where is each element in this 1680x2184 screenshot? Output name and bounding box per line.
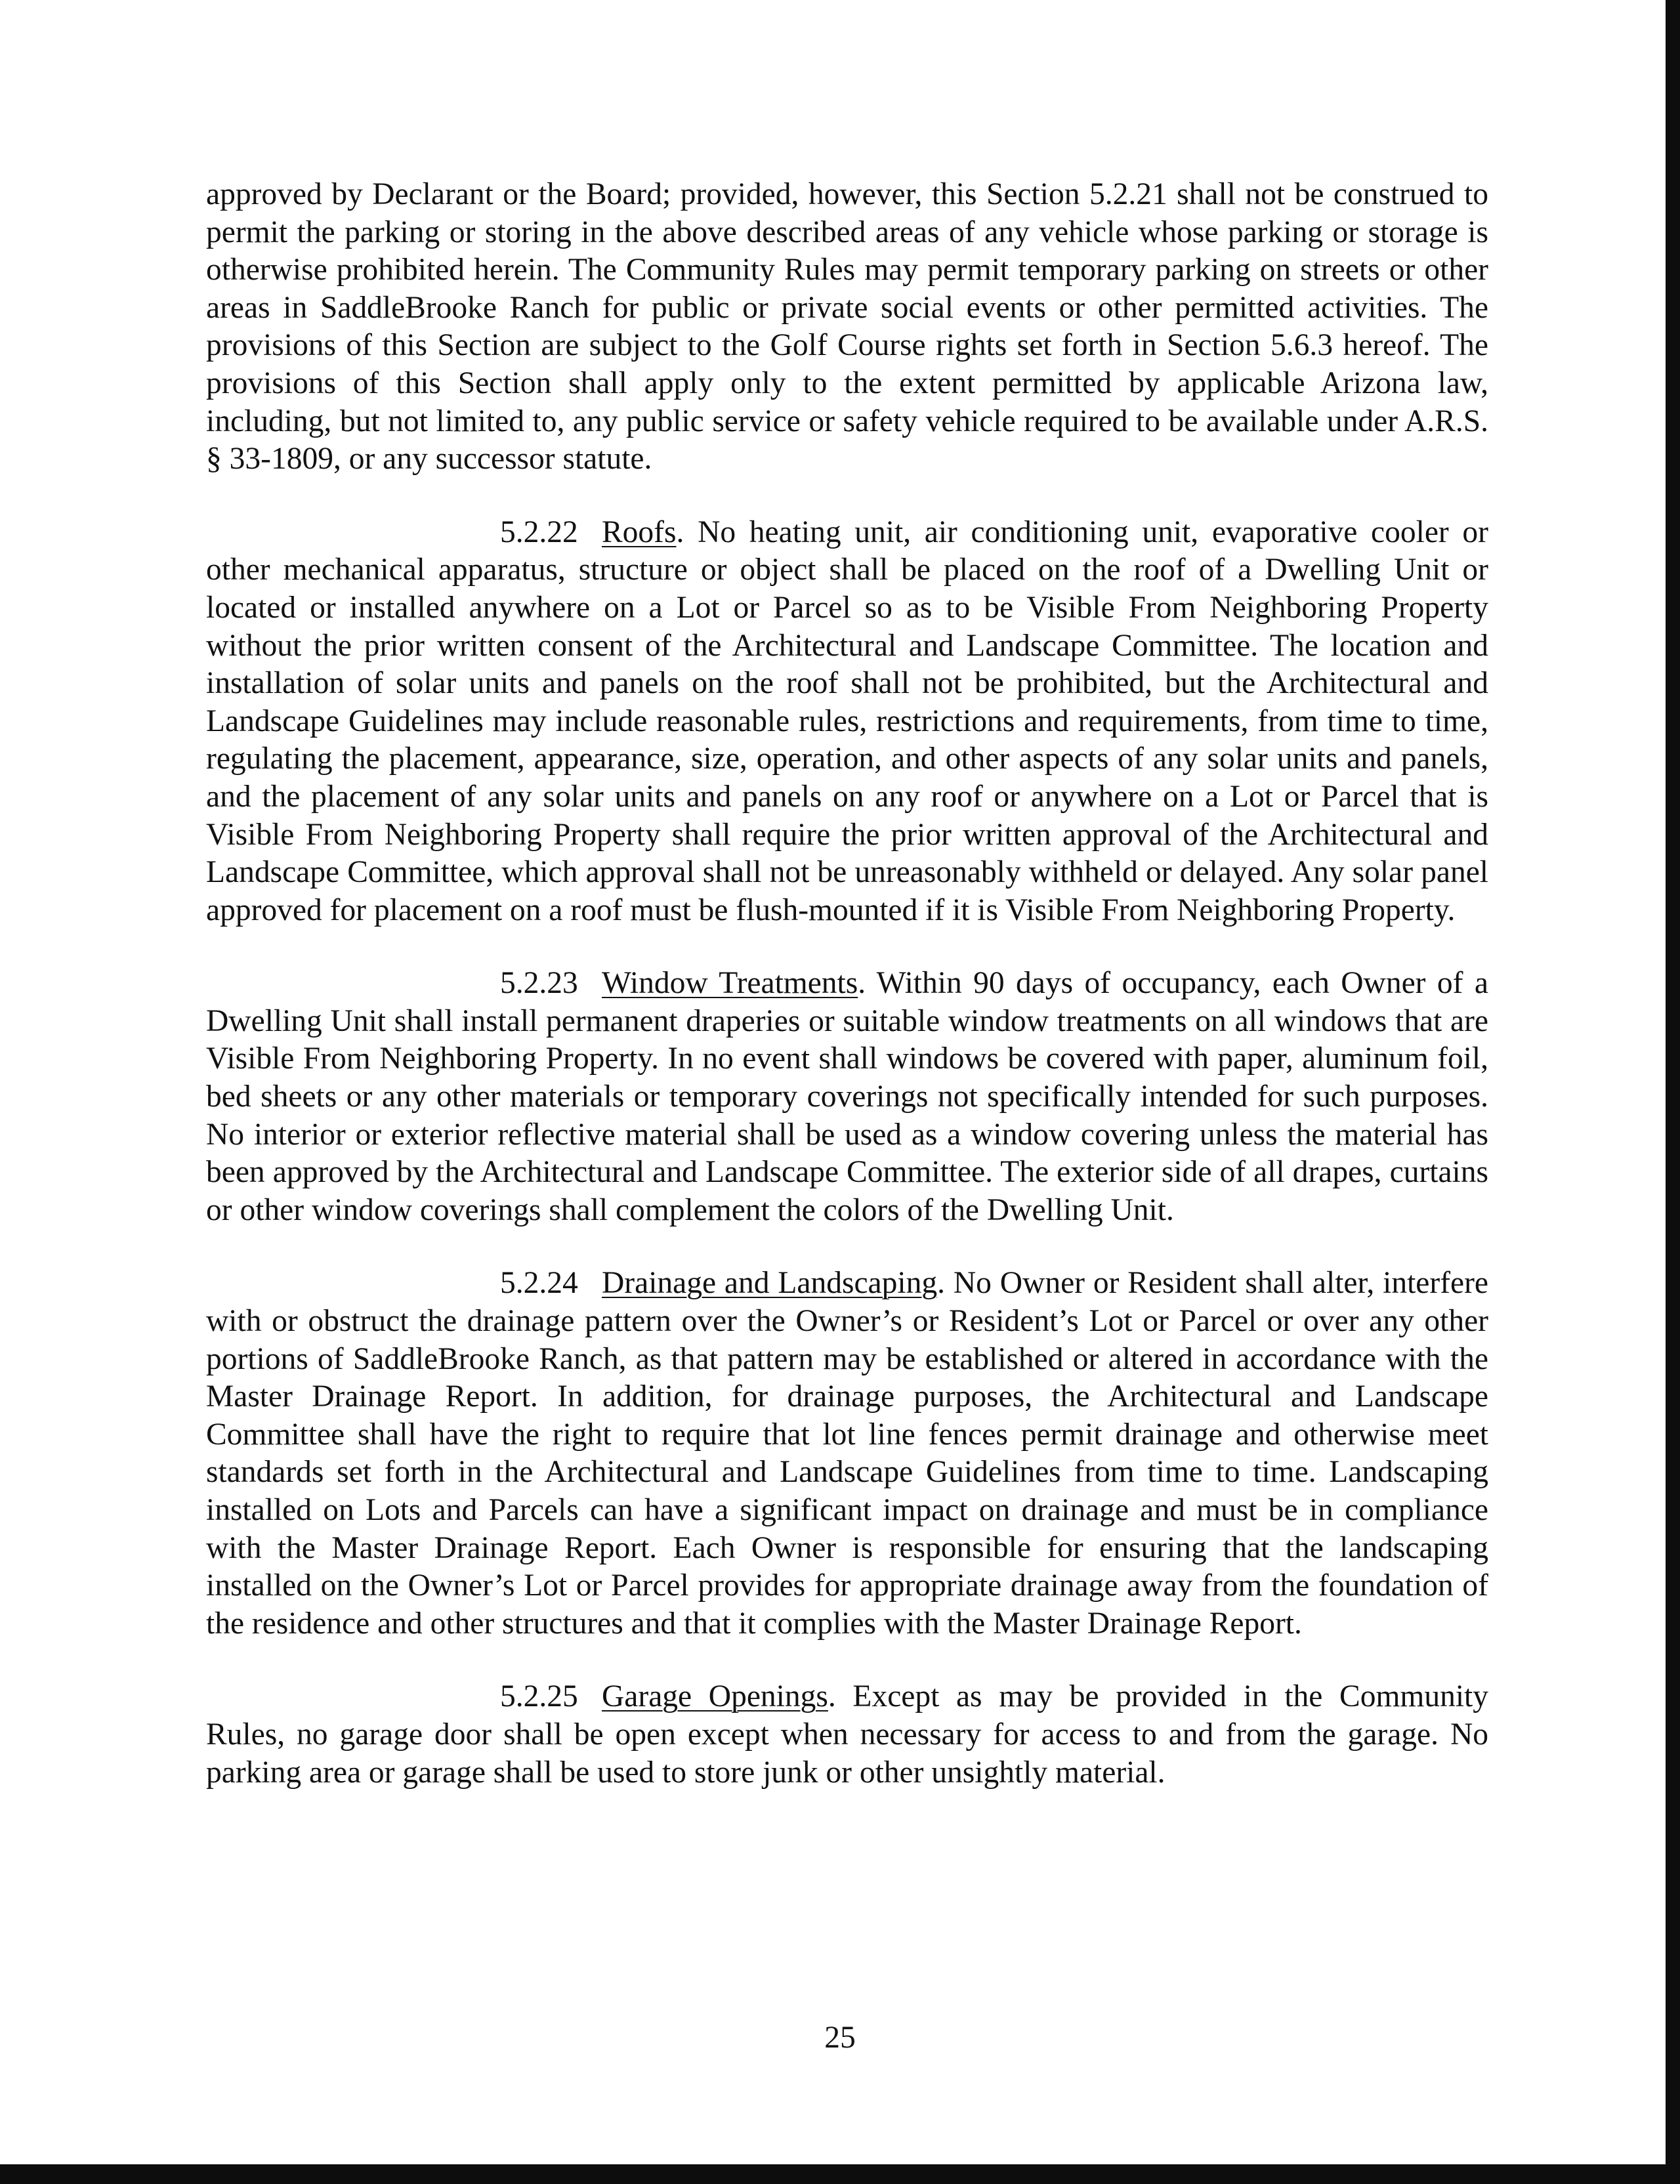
section-heading: Window Treatments	[602, 966, 858, 1001]
paragraph-5-2-21-continued	[206, 176, 1488, 478]
scan-border-bottom	[0, 2164, 1680, 2184]
section-5-2-22-roofs	[206, 514, 1488, 930]
section-heading: Garage Openings	[602, 1679, 828, 1714]
section-number: 5.2.25	[500, 1679, 578, 1714]
scan-border-right	[1666, 0, 1680, 2184]
section-heading: Drainage and Landscaping	[602, 1266, 938, 1301]
paragraph-text: . Except as may be provided in the Community Rules, no garage door shall be open except when necessary for access to and from the garage. No parking area or garage shall be used to store junk or other unsightly material.	[206, 1679, 1489, 1790]
section-5-2-23-window-treatments	[206, 965, 1488, 1229]
paragraph-text: . Within 90 days of occupancy, each Owner of a Dwelling Unit shall install permanent draperies or suitable window treatments on all windows that are Visible From Neighboring Property. In no event shall windows be covered with paper, aluminum foil, bed sheets or any other materials or temporary coverings not specifically intended for such purposes. No interior or exterior reflective material shall be used as a window covering unless the material has been approved by the Architectural and Landscape Committee. The exterior side of all drapes, curtains or other window coverings shall complement the colors of the Dwelling Unit.	[206, 966, 1488, 1227]
paragraph-text: . No Owner or Resident shall alter, interfere with or obstruct the drainage pattern over the Owner’s or Resident’s Lot or Parcel or over any other portions of SaddleBrooke Ranch, as that pattern may be established or altered in accordance with the Master Drainage Report. In addition, for drainage purposes, the Architectural and Landscape Committee shall have the right to require that lot line fences permit drainage and otherwise meet standards set forth in the Architectural and Landscape Guidelines from time to time. Landscaping installed on Lots and Parcels can have a significant impact on drainage and must be in compliance with the Master Drainage Report. Each Owner is responsible for ensuring that the landscaping installed on the Owner’s Lot or Parcel provides for appropriate drainage away from the foundation of the residence and other structures and that it complies with the Master Drainage Report.	[206, 1266, 1488, 1641]
section-heading: Roofs	[602, 514, 677, 549]
page-number: 25	[824, 2021, 856, 2055]
paragraph-text: . No heating unit, air conditioning unit, evaporative cooler or other mechanical apparatus, structure or object shall be placed on the roof of a Dwelling Unit or located or installed anywhere on a Lot or Parcel so as to be Visible From Neighboring Property without the prior written consent of the Architectural and Landscape Committee. The location and installation of solar units and panels on the roof shall not be prohibited, but the Architectural and Landscape Guidelines may include reasonable rules, restrictions and requirements, from time to time, regulating the placement, appearance, size, operation, and other aspects of any solar units and panels, and the placement of any solar units and panels on any roof or anywhere on a Lot or Parcel that is Visible From Neighboring Property shall require the prior written approval of the Architectural and Landscape Committee, which approval shall not be unreasonably withheld or delayed. Any solar panel approved for placement on a roof must be flush-mounted if it is Visible From Neighboring Property.	[206, 514, 1488, 927]
section-number: 5.2.22	[500, 514, 578, 549]
section-5-2-25-garage-openings	[206, 1678, 1488, 1792]
document-body	[206, 176, 1488, 1827]
section-number: 5.2.23	[500, 966, 578, 1001]
section-number: 5.2.24	[500, 1266, 578, 1301]
section-5-2-24-drainage-and-landscaping	[206, 1265, 1488, 1643]
paragraph-text: approved by Declarant or the Board; provided, however, this Section 5.2.21 shall not be construed to permit the parking or storing in the above described areas of any vehicle whose parking or storage is otherwise prohibited herein. The Community Rules may permit temporary parking on streets or other areas in SaddleBrooke Ranch for public or private social events or other permitted activities. The provisions of this Section are subject to the Golf Course rights set forth in Section 5.6.3 hereof. The provisions of this Section shall apply only to the extent permitted by applicable Arizona law, including, but not limited to, any public service or safety vehicle required to be available under A.R.S. § 33-1809, or any successor statute.	[206, 177, 1488, 476]
